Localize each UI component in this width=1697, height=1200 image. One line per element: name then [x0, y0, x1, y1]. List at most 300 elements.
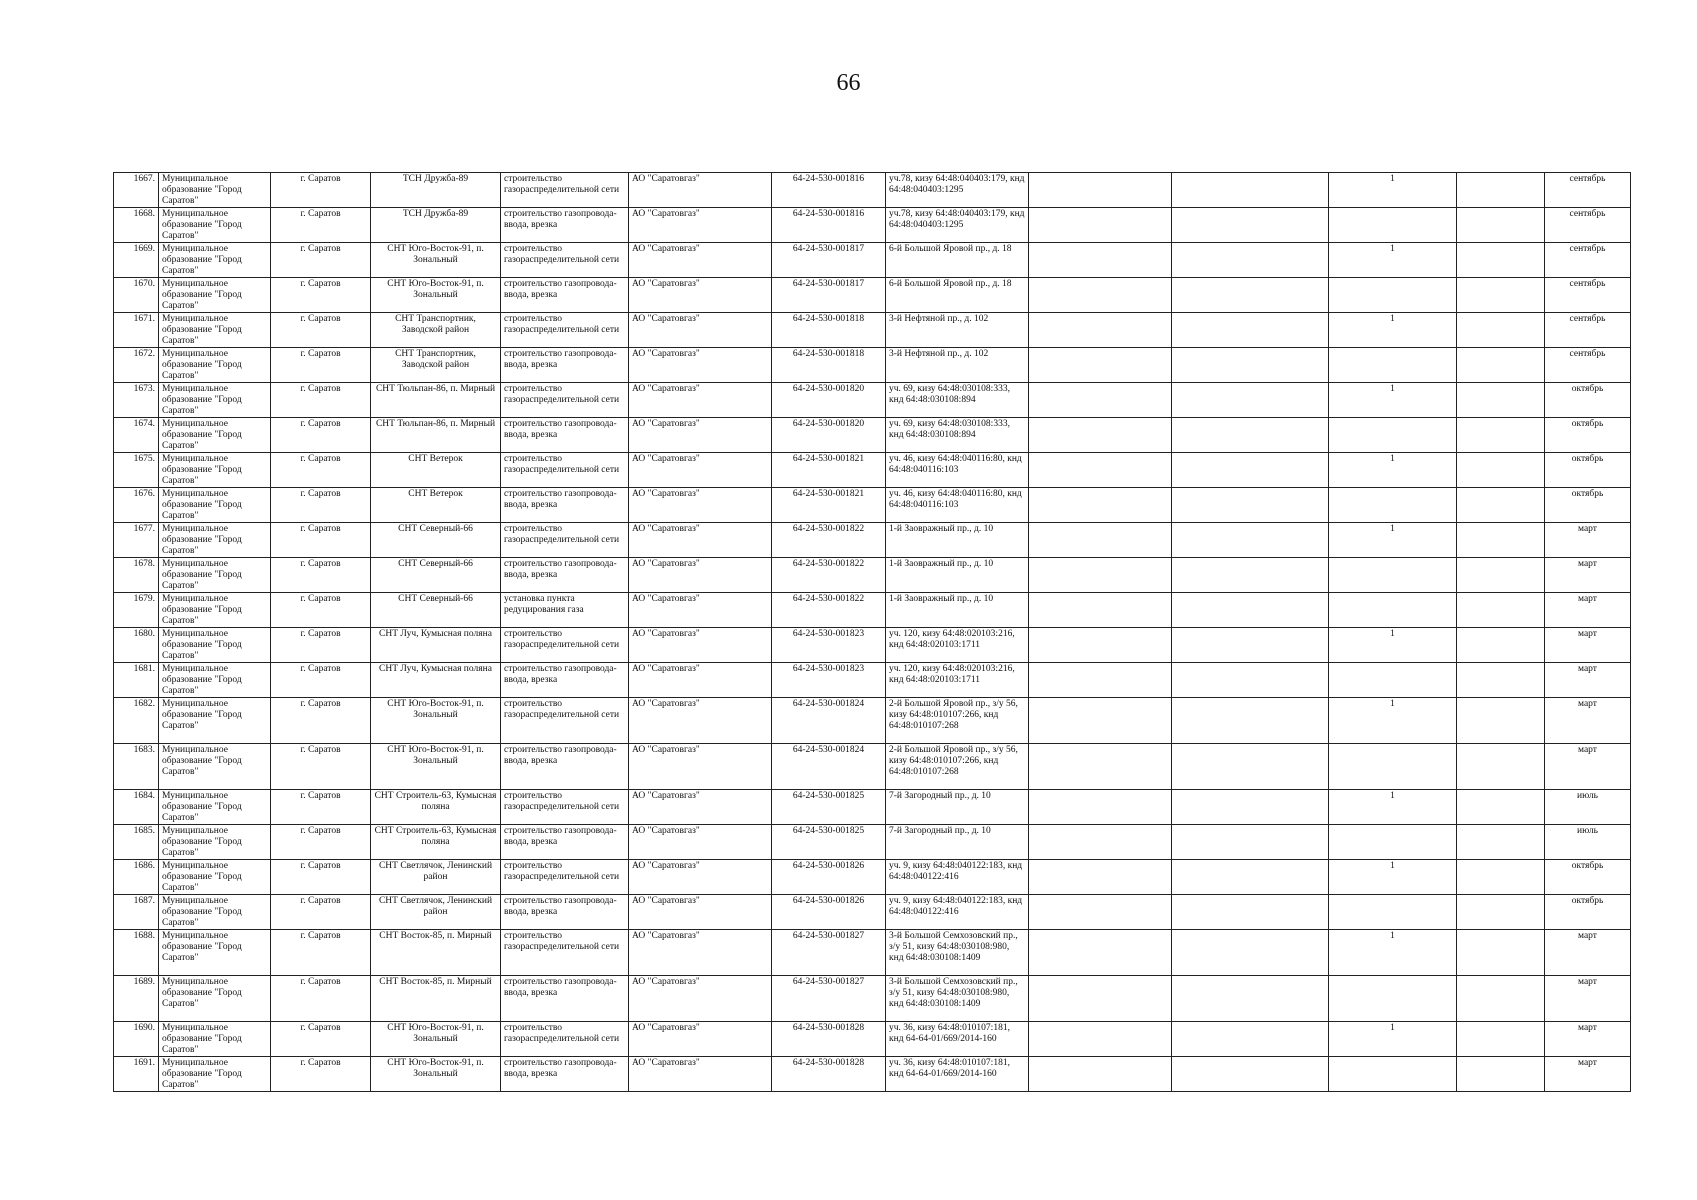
- empty-cell: [1172, 243, 1329, 278]
- empty-cell: [1172, 663, 1329, 698]
- code-cell: 64-24-530-001821: [772, 488, 886, 523]
- organization-cell: АО "Саратовгаз": [629, 860, 772, 895]
- code-cell: 64-24-530-001822: [772, 558, 886, 593]
- object-cell: СНТ Строитель-63, Кумысная поляна: [371, 825, 501, 860]
- object-cell: СНТ Луч, Кумысная поляна: [371, 628, 501, 663]
- empty-cell: [1457, 488, 1545, 523]
- row-number-cell: 1691.: [114, 1057, 159, 1092]
- city-cell: г. Саратов: [271, 173, 371, 208]
- empty-cell: [1172, 453, 1329, 488]
- empty-cell: [1172, 860, 1329, 895]
- code-cell: 64-24-530-001821: [772, 453, 886, 488]
- code-cell: 64-24-530-001827: [772, 976, 886, 1022]
- work-type-cell: строительство газораспределительной сети: [501, 930, 629, 976]
- object-cell: СНТ Северный-66: [371, 558, 501, 593]
- code-cell: 64-24-530-001825: [772, 790, 886, 825]
- count-cell: 1: [1329, 453, 1457, 488]
- work-type-cell: строительство газораспределительной сети: [501, 523, 629, 558]
- count-cell: [1329, 895, 1457, 930]
- work-type-cell: строительство газораспределительной сети: [501, 453, 629, 488]
- empty-cell: [1172, 278, 1329, 313]
- empty-cell: [1172, 698, 1329, 744]
- municipality-cell: Муниципальное образование "Город Саратов": [159, 593, 271, 628]
- address-cell: уч. 46, кизу 64:48:040116:80, кнд 64:48:040116:103: [886, 453, 1029, 488]
- empty-cell: [1029, 593, 1172, 628]
- row-number-cell: 1690.: [114, 1022, 159, 1057]
- empty-cell: [1457, 558, 1545, 593]
- city-cell: г. Саратов: [271, 860, 371, 895]
- count-cell: [1329, 976, 1457, 1022]
- work-type-cell: строительство газопровода-ввода, врезка: [501, 488, 629, 523]
- empty-cell: [1457, 930, 1545, 976]
- empty-cell: [1172, 744, 1329, 790]
- municipality-cell: Муниципальное образование "Город Саратов": [159, 523, 271, 558]
- code-cell: 64-24-530-001816: [772, 173, 886, 208]
- object-cell: ТСН Дружба-89: [371, 208, 501, 243]
- municipality-cell: Муниципальное образование "Город Саратов": [159, 243, 271, 278]
- code-cell: 64-24-530-001824: [772, 698, 886, 744]
- empty-cell: [1029, 628, 1172, 663]
- object-cell: СНТ Тюльпан-86, п. Мирный: [371, 383, 501, 418]
- table-row: [114, 825, 1631, 860]
- city-cell: г. Саратов: [271, 488, 371, 523]
- month-cell: октябрь: [1545, 418, 1631, 453]
- municipality-cell: Муниципальное образование "Город Саратов": [159, 173, 271, 208]
- table-row: [114, 1022, 1631, 1057]
- count-cell: 1: [1329, 523, 1457, 558]
- city-cell: г. Саратов: [271, 278, 371, 313]
- organization-cell: АО "Саратовгаз": [629, 593, 772, 628]
- work-type-cell: строительство газопровода-ввода, врезка: [501, 825, 629, 860]
- empty-cell: [1172, 348, 1329, 383]
- month-cell: март: [1545, 523, 1631, 558]
- count-cell: [1329, 348, 1457, 383]
- address-cell: 3-й Нефтяной пр., д. 102: [886, 313, 1029, 348]
- address-cell: 1-й Заовражный пр., д. 10: [886, 523, 1029, 558]
- work-type-cell: строительство газопровода-ввода, врезка: [501, 348, 629, 383]
- object-cell: ТСН Дружба-89: [371, 173, 501, 208]
- table-row: [114, 1057, 1631, 1092]
- object-cell: СНТ Юго-Восток-91, п. Зональный: [371, 744, 501, 790]
- empty-cell: [1457, 278, 1545, 313]
- work-type-cell: строительство газораспределительной сети: [501, 243, 629, 278]
- empty-cell: [1029, 790, 1172, 825]
- object-cell: СНТ Тюльпан-86, п. Мирный: [371, 418, 501, 453]
- city-cell: г. Саратов: [271, 313, 371, 348]
- city-cell: г. Саратов: [271, 383, 371, 418]
- code-cell: 64-24-530-001826: [772, 860, 886, 895]
- city-cell: г. Саратов: [271, 790, 371, 825]
- city-cell: г. Саратов: [271, 208, 371, 243]
- empty-cell: [1029, 348, 1172, 383]
- city-cell: г. Саратов: [271, 348, 371, 383]
- empty-cell: [1029, 208, 1172, 243]
- city-cell: г. Саратов: [271, 930, 371, 976]
- address-cell: уч. 9, кизу 64:48:040122:183, кнд 64:48:040122:416: [886, 860, 1029, 895]
- work-type-cell: строительство газораспределительной сети: [501, 383, 629, 418]
- count-cell: [1329, 663, 1457, 698]
- empty-cell: [1029, 558, 1172, 593]
- municipality-cell: Муниципальное образование "Город Саратов": [159, 1022, 271, 1057]
- organization-cell: АО "Саратовгаз": [629, 418, 772, 453]
- table-row: [114, 208, 1631, 243]
- month-cell: март: [1545, 1022, 1631, 1057]
- address-cell: 6-й Большой Яровой пр., д. 18: [886, 278, 1029, 313]
- count-cell: 1: [1329, 383, 1457, 418]
- empty-cell: [1457, 453, 1545, 488]
- table-row: [114, 698, 1631, 744]
- city-cell: г. Саратов: [271, 243, 371, 278]
- count-cell: 1: [1329, 1022, 1457, 1057]
- city-cell: г. Саратов: [271, 976, 371, 1022]
- empty-cell: [1172, 488, 1329, 523]
- code-cell: 64-24-530-001818: [772, 313, 886, 348]
- row-number-cell: 1681.: [114, 663, 159, 698]
- row-number-cell: 1673.: [114, 383, 159, 418]
- municipality-cell: Муниципальное образование "Город Саратов": [159, 383, 271, 418]
- code-cell: 64-24-530-001818: [772, 348, 886, 383]
- code-cell: 64-24-530-001824: [772, 744, 886, 790]
- month-cell: октябрь: [1545, 383, 1631, 418]
- empty-cell: [1172, 523, 1329, 558]
- object-cell: СНТ Юго-Восток-91, п. Зональный: [371, 278, 501, 313]
- city-cell: г. Саратов: [271, 895, 371, 930]
- city-cell: г. Саратов: [271, 1057, 371, 1092]
- municipality-cell: Муниципальное образование "Город Саратов": [159, 488, 271, 523]
- empty-cell: [1457, 628, 1545, 663]
- city-cell: г. Саратов: [271, 744, 371, 790]
- empty-cell: [1457, 976, 1545, 1022]
- object-cell: СНТ Ветерок: [371, 488, 501, 523]
- city-cell: г. Саратов: [271, 593, 371, 628]
- code-cell: 64-24-530-001817: [772, 278, 886, 313]
- organization-cell: АО "Саратовгаз": [629, 278, 772, 313]
- organization-cell: АО "Саратовгаз": [629, 243, 772, 278]
- empty-cell: [1029, 930, 1172, 976]
- month-cell: сентябрь: [1545, 173, 1631, 208]
- object-cell: СНТ Восток-85, п. Мирный: [371, 976, 501, 1022]
- address-cell: 1-й Заовражный пр., д. 10: [886, 593, 1029, 628]
- empty-cell: [1172, 593, 1329, 628]
- code-cell: 64-24-530-001828: [772, 1057, 886, 1092]
- municipality-cell: Муниципальное образование "Город Саратов": [159, 453, 271, 488]
- empty-cell: [1457, 383, 1545, 418]
- municipality-cell: Муниципальное образование "Город Саратов": [159, 628, 271, 663]
- work-type-cell: строительство газораспределительной сети: [501, 628, 629, 663]
- month-cell: март: [1545, 976, 1631, 1022]
- municipality-cell: Муниципальное образование "Город Саратов": [159, 418, 271, 453]
- empty-cell: [1172, 418, 1329, 453]
- organization-cell: АО "Саратовгаз": [629, 1057, 772, 1092]
- organization-cell: АО "Саратовгаз": [629, 628, 772, 663]
- row-number-cell: 1671.: [114, 313, 159, 348]
- address-cell: уч. 120, кизу 64:48:020103:216, кнд 64:48:020103:1711: [886, 663, 1029, 698]
- object-cell: СНТ Строитель-63, Кумысная поляна: [371, 790, 501, 825]
- organization-cell: АО "Саратовгаз": [629, 790, 772, 825]
- organization-cell: АО "Саратовгаз": [629, 453, 772, 488]
- empty-cell: [1457, 313, 1545, 348]
- table-row: [114, 663, 1631, 698]
- empty-cell: [1029, 488, 1172, 523]
- month-cell: июль: [1545, 790, 1631, 825]
- empty-cell: [1029, 698, 1172, 744]
- empty-cell: [1029, 243, 1172, 278]
- month-cell: март: [1545, 1057, 1631, 1092]
- empty-cell: [1029, 453, 1172, 488]
- address-cell: уч. 36, кизу 64:48:010107:181, кнд 64-64-01/669/2014-160: [886, 1022, 1029, 1057]
- work-type-cell: строительство газопровода-ввода, врезка: [501, 895, 629, 930]
- address-cell: 3-й Нефтяной пр., д. 102: [886, 348, 1029, 383]
- object-cell: СНТ Юго-Восток-91, п. Зональный: [371, 243, 501, 278]
- row-number-cell: 1670.: [114, 278, 159, 313]
- code-cell: 64-24-530-001823: [772, 663, 886, 698]
- empty-cell: [1029, 1022, 1172, 1057]
- object-cell: СНТ Восток-85, п. Мирный: [371, 930, 501, 976]
- object-cell: СНТ Светлячок, Ленинский район: [371, 895, 501, 930]
- row-number-cell: 1679.: [114, 593, 159, 628]
- municipality-cell: Муниципальное образование "Город Саратов": [159, 278, 271, 313]
- table-row: [114, 418, 1631, 453]
- month-cell: март: [1545, 558, 1631, 593]
- object-cell: СНТ Юго-Восток-91, п. Зональный: [371, 1057, 501, 1092]
- count-cell: [1329, 418, 1457, 453]
- count-cell: 1: [1329, 930, 1457, 976]
- address-cell: уч.78, кизу 64:48:040403:179, кнд 64:48:040403:1295: [886, 208, 1029, 243]
- row-number-cell: 1676.: [114, 488, 159, 523]
- organization-cell: АО "Саратовгаз": [629, 895, 772, 930]
- municipality-cell: Муниципальное образование "Город Саратов": [159, 313, 271, 348]
- row-number-cell: 1680.: [114, 628, 159, 663]
- work-type-cell: строительство газопровода-ввода, врезка: [501, 976, 629, 1022]
- municipality-cell: Муниципальное образование "Город Саратов": [159, 895, 271, 930]
- address-cell: уч. 36, кизу 64:48:010107:181, кнд 64-64-01/669/2014-160: [886, 1057, 1029, 1092]
- empty-cell: [1172, 790, 1329, 825]
- table-row: [114, 976, 1631, 1022]
- empty-cell: [1029, 313, 1172, 348]
- code-cell: 64-24-530-001822: [772, 523, 886, 558]
- address-cell: уч. 69, кизу 64:48:030108:333, кнд 64:48:030108:894: [886, 383, 1029, 418]
- city-cell: г. Саратов: [271, 558, 371, 593]
- object-cell: СНТ Северный-66: [371, 593, 501, 628]
- count-cell: 1: [1329, 790, 1457, 825]
- municipality-cell: Муниципальное образование "Город Саратов": [159, 558, 271, 593]
- code-cell: 64-24-530-001828: [772, 1022, 886, 1057]
- work-type-cell: строительство газопровода-ввода, врезка: [501, 1057, 629, 1092]
- month-cell: март: [1545, 628, 1631, 663]
- code-cell: 64-24-530-001817: [772, 243, 886, 278]
- month-cell: сентябрь: [1545, 313, 1631, 348]
- organization-cell: АО "Саратовгаз": [629, 348, 772, 383]
- row-number-cell: 1672.: [114, 348, 159, 383]
- row-number-cell: 1669.: [114, 243, 159, 278]
- empty-cell: [1457, 663, 1545, 698]
- empty-cell: [1029, 383, 1172, 418]
- row-number-cell: 1667.: [114, 173, 159, 208]
- table-row: [114, 383, 1631, 418]
- municipality-cell: Муниципальное образование "Город Саратов": [159, 825, 271, 860]
- empty-cell: [1029, 523, 1172, 558]
- table-row: [114, 453, 1631, 488]
- object-cell: СНТ Транспортник, Заводской район: [371, 348, 501, 383]
- empty-cell: [1172, 558, 1329, 593]
- empty-cell: [1029, 895, 1172, 930]
- count-cell: 1: [1329, 243, 1457, 278]
- municipality-cell: Муниципальное образование "Город Саратов": [159, 208, 271, 243]
- table-row: [114, 790, 1631, 825]
- count-cell: [1329, 825, 1457, 860]
- code-cell: 64-24-530-001820: [772, 418, 886, 453]
- empty-cell: [1172, 930, 1329, 976]
- organization-cell: АО "Саратовгаз": [629, 383, 772, 418]
- row-number-cell: 1678.: [114, 558, 159, 593]
- address-cell: 2-й Большой Яровой пр., з/у 56, кизу 64:48:010107:266, кнд 64:48:010107:268: [886, 744, 1029, 790]
- empty-cell: [1457, 208, 1545, 243]
- table-row: [114, 523, 1631, 558]
- empty-cell: [1172, 976, 1329, 1022]
- empty-cell: [1457, 1057, 1545, 1092]
- empty-cell: [1457, 523, 1545, 558]
- month-cell: октябрь: [1545, 860, 1631, 895]
- count-cell: 1: [1329, 628, 1457, 663]
- address-cell: 7-й Загородный пр., д. 10: [886, 790, 1029, 825]
- table-row: [114, 860, 1631, 895]
- count-cell: [1329, 278, 1457, 313]
- row-number-cell: 1674.: [114, 418, 159, 453]
- count-cell: 1: [1329, 173, 1457, 208]
- month-cell: март: [1545, 663, 1631, 698]
- empty-cell: [1457, 243, 1545, 278]
- empty-cell: [1029, 860, 1172, 895]
- table-row: [114, 744, 1631, 790]
- month-cell: сентябрь: [1545, 348, 1631, 383]
- count-cell: 1: [1329, 698, 1457, 744]
- address-cell: уч. 69, кизу 64:48:030108:333, кнд 64:48:030108:894: [886, 418, 1029, 453]
- address-cell: 3-й Большой Семхозовский пр., з/у 51, кизу 64:48:030108:980, кнд 64:48:030108:1409: [886, 976, 1029, 1022]
- empty-cell: [1457, 1022, 1545, 1057]
- empty-cell: [1029, 663, 1172, 698]
- work-type-cell: строительство газораспределительной сети: [501, 173, 629, 208]
- object-cell: СНТ Юго-Восток-91, п. Зональный: [371, 698, 501, 744]
- empty-cell: [1457, 698, 1545, 744]
- row-number-cell: 1688.: [114, 930, 159, 976]
- empty-cell: [1029, 1057, 1172, 1092]
- city-cell: г. Саратов: [271, 825, 371, 860]
- municipality-cell: Муниципальное образование "Город Саратов": [159, 976, 271, 1022]
- table-row: [114, 558, 1631, 593]
- empty-cell: [1457, 825, 1545, 860]
- empty-cell: [1029, 278, 1172, 313]
- organization-cell: АО "Саратовгаз": [629, 488, 772, 523]
- work-type-cell: строительство газораспределительной сети: [501, 860, 629, 895]
- address-cell: уч. 46, кизу 64:48:040116:80, кнд 64:48:040116:103: [886, 488, 1029, 523]
- table-body: [114, 173, 1631, 1092]
- table-row: [114, 278, 1631, 313]
- work-type-cell: строительство газопровода-ввода, врезка: [501, 558, 629, 593]
- table-row: [114, 348, 1631, 383]
- empty-cell: [1029, 418, 1172, 453]
- empty-cell: [1457, 418, 1545, 453]
- object-cell: СНТ Светлячок, Ленинский район: [371, 860, 501, 895]
- table-row: [114, 173, 1631, 208]
- city-cell: г. Саратов: [271, 628, 371, 663]
- empty-cell: [1457, 895, 1545, 930]
- organization-cell: АО "Саратовгаз": [629, 208, 772, 243]
- row-number-cell: 1689.: [114, 976, 159, 1022]
- empty-cell: [1172, 383, 1329, 418]
- empty-cell: [1172, 1057, 1329, 1092]
- count-cell: 1: [1329, 313, 1457, 348]
- work-type-cell: строительство газораспределительной сети: [501, 313, 629, 348]
- month-cell: март: [1545, 744, 1631, 790]
- organization-cell: АО "Саратовгаз": [629, 825, 772, 860]
- object-cell: СНТ Луч, Кумысная поляна: [371, 663, 501, 698]
- municipality-cell: Муниципальное образование "Город Саратов": [159, 744, 271, 790]
- city-cell: г. Саратов: [271, 523, 371, 558]
- object-cell: СНТ Транспортник, Заводской район: [371, 313, 501, 348]
- row-number-cell: 1685.: [114, 825, 159, 860]
- empty-cell: [1457, 173, 1545, 208]
- organization-cell: АО "Саратовгаз": [629, 698, 772, 744]
- count-cell: [1329, 558, 1457, 593]
- registry-table: [113, 172, 1631, 1092]
- organization-cell: АО "Саратовгаз": [629, 523, 772, 558]
- city-cell: г. Саратов: [271, 698, 371, 744]
- address-cell: 2-й Большой Яровой пр., з/у 56, кизу 64:48:010107:266, кнд 64:48:010107:268: [886, 698, 1029, 744]
- address-cell: 7-й Загородный пр., д. 10: [886, 825, 1029, 860]
- row-number-cell: 1675.: [114, 453, 159, 488]
- organization-cell: АО "Саратовгаз": [629, 744, 772, 790]
- organization-cell: АО "Саратовгаз": [629, 313, 772, 348]
- municipality-cell: Муниципальное образование "Город Саратов": [159, 698, 271, 744]
- month-cell: октябрь: [1545, 895, 1631, 930]
- month-cell: октябрь: [1545, 488, 1631, 523]
- table-row: [114, 930, 1631, 976]
- work-type-cell: строительство газопровода-ввода, врезка: [501, 208, 629, 243]
- municipality-cell: Муниципальное образование "Город Саратов": [159, 860, 271, 895]
- code-cell: 64-24-530-001823: [772, 628, 886, 663]
- month-cell: март: [1545, 930, 1631, 976]
- table-row: [114, 488, 1631, 523]
- empty-cell: [1029, 173, 1172, 208]
- month-cell: июль: [1545, 825, 1631, 860]
- work-type-cell: строительство газопровода-ввода, врезка: [501, 663, 629, 698]
- address-cell: уч. 9, кизу 64:48:040122:183, кнд 64:48:040122:416: [886, 895, 1029, 930]
- count-cell: [1329, 208, 1457, 243]
- count-cell: [1329, 488, 1457, 523]
- code-cell: 64-24-530-001827: [772, 930, 886, 976]
- address-cell: уч. 120, кизу 64:48:020103:216, кнд 64:48:020103:1711: [886, 628, 1029, 663]
- month-cell: март: [1545, 698, 1631, 744]
- empty-cell: [1172, 1022, 1329, 1057]
- row-number-cell: 1682.: [114, 698, 159, 744]
- organization-cell: АО "Саратовгаз": [629, 1022, 772, 1057]
- municipality-cell: Муниципальное образование "Город Саратов": [159, 663, 271, 698]
- city-cell: г. Саратов: [271, 453, 371, 488]
- month-cell: сентябрь: [1545, 243, 1631, 278]
- empty-cell: [1457, 860, 1545, 895]
- empty-cell: [1172, 313, 1329, 348]
- month-cell: март: [1545, 593, 1631, 628]
- month-cell: сентябрь: [1545, 208, 1631, 243]
- empty-cell: [1172, 895, 1329, 930]
- municipality-cell: Муниципальное образование "Город Саратов": [159, 790, 271, 825]
- month-cell: сентябрь: [1545, 278, 1631, 313]
- municipality-cell: Муниципальное образование "Город Саратов": [159, 348, 271, 383]
- empty-cell: [1029, 744, 1172, 790]
- table-row: [114, 628, 1631, 663]
- object-cell: СНТ Северный-66: [371, 523, 501, 558]
- table-row: [114, 243, 1631, 278]
